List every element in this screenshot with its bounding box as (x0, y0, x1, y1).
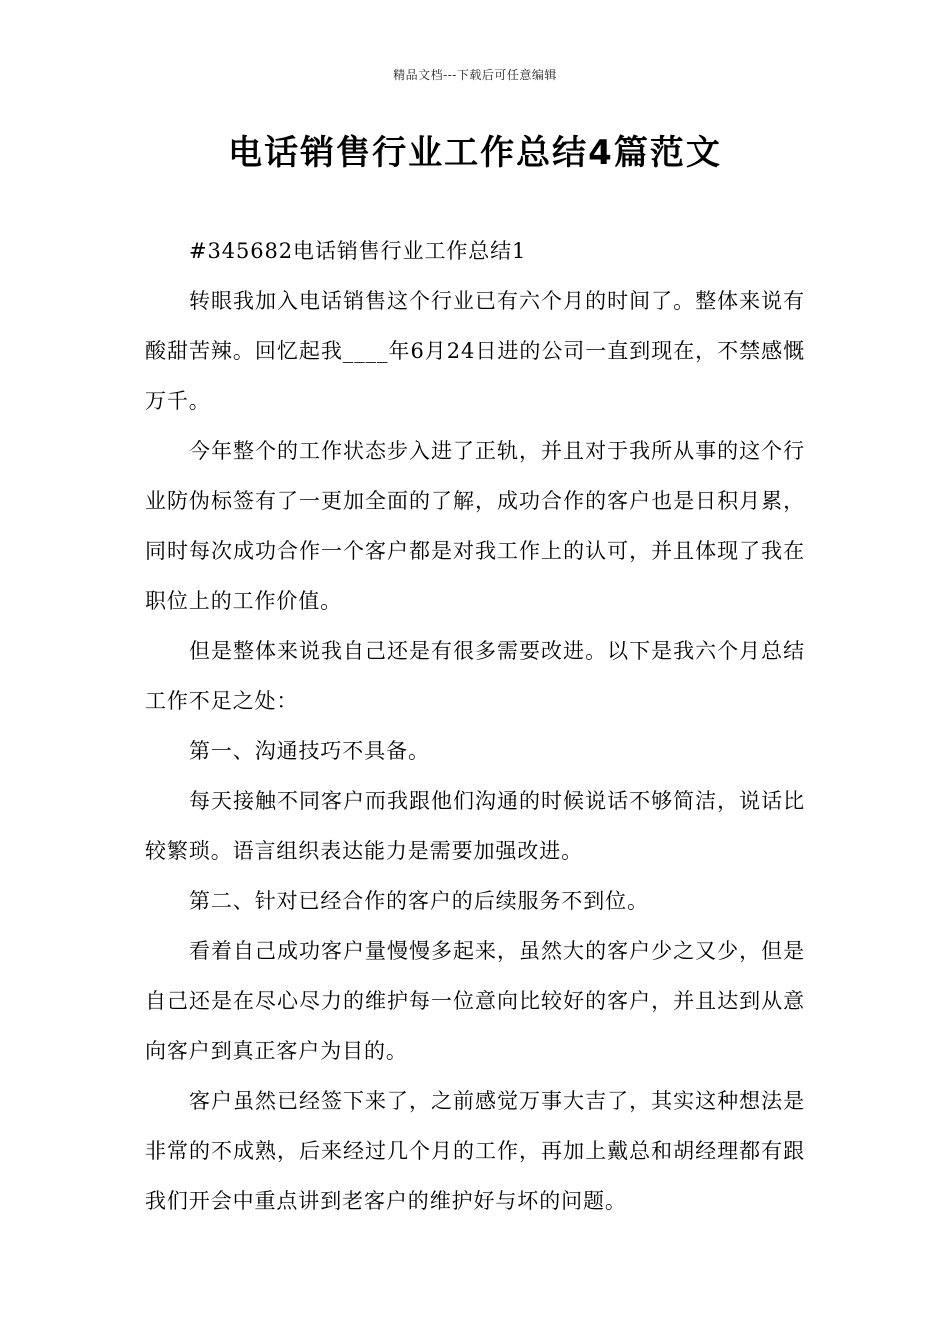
paragraph: 客户虽然已经签下来了，之前感觉万事大吉了，其实这种想法是非常的不成熟，后来经过几个月的工作，再加上戴总和胡经理都有跟我们开会中重点讲到老客户的维护好与坏的问题。 (145, 1089, 805, 1213)
paragraph: 每天接触不同客户而我跟他们沟通的时候说话不够简洁，说话比较繁琐。语言组织表达能力是需要加强改进。 (145, 789, 805, 863)
section-heading: #345682电话销售行业工作总结1 (189, 239, 527, 263)
paragraph: 转眼我加入电话销售这个行业已有六个月的时间了。整体来说有酸甜苦辣。回忆起我____年6月24日进的公司一直到现在，不禁感慨万千。 (145, 289, 805, 413)
document-title: 电话销售行业工作总结4篇范文 (228, 133, 722, 173)
paragraph: 今年整个的工作状态步入进了正轨，并且对于我所从事的这个行业防伪标签有了一更加全面的了解，成功合作的客户也是日积月累，同时每次成功合作一个客户都是对我工作上的认可，并且体现了我在职位上的工作价值。 (145, 439, 805, 613)
document-body (145, 226, 805, 1226)
list-heading: 第一、沟通技巧不具备。 (189, 739, 430, 763)
list-heading: 第二、针对已经合作的客户的后续服务不到位。 (189, 889, 649, 913)
paragraph: 但是整体来说我自己还是有很多需要改进。以下是我六个月总结工作不足之处： (145, 639, 805, 713)
header-note: 精品文档---下载后可任意编辑 (393, 68, 557, 82)
paragraph: 看着自己成功客户量慢慢多起来，虽然大的客户少之又少，但是自己还是在尽心尽力的维护每一位意向比较好的客户，并且达到从意向客户到真正客户为目的。 (145, 939, 805, 1063)
